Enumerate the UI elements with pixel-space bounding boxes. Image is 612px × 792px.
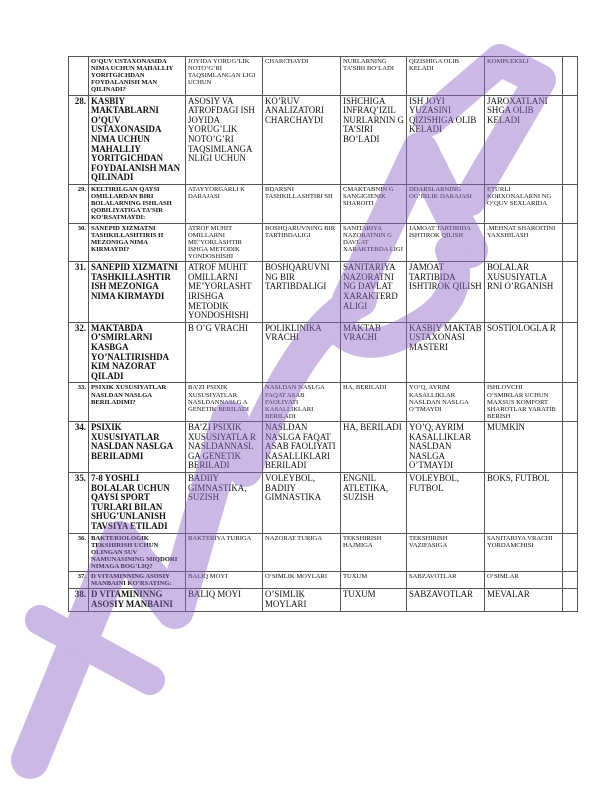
question-number: 28. [69, 95, 89, 184]
answer-b: CHARCHAYDI [263, 57, 341, 96]
table-row [69, 262, 578, 323]
question-number: 33. [69, 383, 89, 422]
table-row [69, 383, 578, 422]
answer-b: KO’RUV ANALIZATORI CHARCHAYDI [263, 95, 341, 184]
question-number: 32. [69, 322, 89, 383]
answer-d: KASBIY MAKTAB USTAXONASI MASTERI [407, 322, 485, 383]
question-number: 29. [69, 185, 89, 224]
answer-a: BAKTERIYA TURIGA [186, 533, 263, 572]
questions-table [68, 56, 578, 612]
answer-d: DDARSLARNING OG‘IRLIK DARAJASI [407, 185, 485, 224]
answer-c: CMAKTABNIN G SANGIGIENIK SHAROITI [341, 185, 407, 224]
empty-cell [563, 322, 578, 383]
answer-a: ATROF MUHIT OMILLARNI ME’YORLASHTIR ISHGA METODIK YONDOSHISHI [186, 223, 263, 262]
answer-c: ENGNIL ATLETIKA, SUZISH [341, 473, 407, 534]
answer-c: ISHCHIGA INFRAQ’IZIL NURLARNIN G TA’SIRI BO’LADI [341, 95, 407, 184]
answer-d: YO’Q, AYRIM KASALLIKLAR NASLDAN NASLGA O’TMAYDI [407, 421, 485, 472]
answer-c: TEKSHIRISH HAJMIGA [341, 533, 407, 572]
question-text: D VITAMININNG ASOSIY MANBAINI [89, 589, 186, 611]
answer-e: BOKS, FUTBOL [485, 473, 563, 534]
empty-cell [563, 185, 578, 224]
question-text: O‘QUV USTAXONASIDA NIMA UCHUN MAHALLIY YORITGICHDAN FOYDALANISH MAN QILINADI? [89, 57, 186, 96]
question-number: 37. [69, 572, 89, 589]
empty-cell [563, 383, 578, 422]
question-number: 36. [69, 533, 89, 572]
answer-e: BOLALAR XUSUSIYATLA RNI O’RGANISH [485, 262, 563, 323]
answer-c: TUXUM [341, 589, 407, 611]
table-row [69, 589, 578, 611]
question-text: SANEPID XIZMATNI TASHKILLASHTIRIS H MEZONIGA NIMA KIRMAYDI? [89, 223, 186, 262]
question-text: D VITAMINNING ASOSIY MANBAINI KO‘RSATING: [89, 572, 186, 589]
answer-a: B O’G VRACHI [186, 322, 263, 383]
answer-c: SANITARIYA NAZORATNI NG DAVLAT XARAKTERD ALIGI [341, 262, 407, 323]
answer-b: VOLEYBOL, BADIIY GIMNASTIKA [263, 473, 341, 534]
answer-a: BALIQ MOYI [186, 572, 263, 589]
empty-cell [563, 262, 578, 323]
answer-a: ATROF MUHIT OMILLARNI ME’YORLASHT IRISHGA METODIK YONDOSHISHI [186, 262, 263, 323]
question-text: MAKTABDA O’SMIRLARNI KASBGA YO’NALTIRISHDA KIM NAZORAT QILADI [89, 322, 186, 383]
answer-b: NASLDAN NASLGA FAQAT ASAB FAOLIYATI KASALLIKLARI BERILADI [263, 421, 341, 472]
question-text: SANEPID XIZMATNI TASHKILLASHTIR ISH MEZONIGA NIMA KIRMAYDI [89, 262, 186, 323]
answer-a: BALIQ MOYI [186, 589, 263, 611]
table-row [69, 572, 578, 589]
question-number: 31. [69, 262, 89, 323]
answer-e: .MEHNAT SHAROITINI YAXSHILASH [485, 223, 563, 262]
answer-b: O‘SIMLIK MOYLARI [263, 572, 341, 589]
question-text: KASBIY MAKTABLARNI O’QUV USTAXONASIDA NIMA UCHUN MAHALLIY YORITGICHDAN FOYDALANISH MAN QILINADI [89, 95, 186, 184]
question-number: 38. [69, 589, 89, 611]
empty-cell [563, 589, 578, 611]
empty-cell [563, 57, 578, 96]
empty-cell [563, 533, 578, 572]
answer-c: TUXUM [341, 572, 407, 589]
question-text: PSIXIK XUSUSIYATLAR NASLDAN NASLGA BERILADIMI? [89, 383, 186, 422]
answer-d: SABZAVOTLAR [407, 589, 485, 611]
table-body [69, 57, 578, 612]
answer-e: MEVALAR [485, 589, 563, 611]
empty-cell [563, 95, 578, 184]
answer-c: HA, BERILADI [341, 383, 407, 422]
answer-a: JOYIDA YORUG‘LIK NOTO‘G‘RI TAQSIMLANGAN LIGI UCHUN [186, 57, 263, 96]
answer-a: ASOSIY VA ATROFDAGI ISH JOYIDA YORUG’LIK NOTO’G’RI TAQSIMLANGA NLIGI UCHUN [186, 95, 263, 184]
answer-a: ATAYYORGARLI K DARAJASI [186, 185, 263, 224]
table-row [69, 57, 578, 96]
answer-b: POLIKLINIKA VRACHI [263, 322, 341, 383]
question-text: 7-8 YOSHLI BOLALAR UCHUN QAYSI SPORT TURLARI BILAN SHUG’UNLANISH TAVSIYA ETILADI [89, 473, 186, 534]
answer-d: YO’Q, AYRIM KASALLIKLAR NASLDAN NASLGA O’TMAYDI [407, 383, 485, 422]
answer-e: JAROXATLANI SHGA OLIB KELADI [485, 95, 563, 184]
answer-d: VOLEYBOL, FUTBOL [407, 473, 485, 534]
answer-b: NAZORAT TURIGA [263, 533, 341, 572]
answer-d: QIZISHIGA OLIB KELADI [407, 57, 485, 96]
table-row [69, 421, 578, 472]
table-row [69, 185, 578, 224]
table-row [69, 95, 578, 184]
answer-b: BOSHQARUVNING BIR TARTIBDALIGI [263, 223, 341, 262]
question-text: KELTIRILGAN QAYSI OMILLARDAN BIRI BOLALARNING ISHLASH QOBILIYATIGA TA’SIR KO‘RSATMAYDI: [89, 185, 186, 224]
answer-b: BOSHQARUVNI NG BIR TARTIBDALIGI [263, 262, 341, 323]
answer-c: HA, BERILADI [341, 421, 407, 472]
question-number [69, 57, 89, 96]
table-row [69, 223, 578, 262]
empty-cell [563, 572, 578, 589]
answer-a: BADIIY GIMNASTIKA, SUZISH [186, 473, 263, 534]
answer-d: JAMOAT TARTIBIDA ISHTIROK QILISH [407, 223, 485, 262]
answer-e: O‘SIMLAR [485, 572, 563, 589]
answer-b: BDARSNI TASHKILLASHTIRI SH [263, 185, 341, 224]
answer-c: MAKTAB VRACHI [341, 322, 407, 383]
answer-d: ISH JOYI YUZASINI QIZISHIGA OLIB KELADI [407, 95, 485, 184]
answer-e: ISHLOVCHI O’SMIRLAR UCHUN MAXSUS KOMFORT SHAROTLAR YARATIB BERISH [485, 383, 563, 422]
answer-e: SOSTIOLOGLA R [485, 322, 563, 383]
answer-c: SANITARIYA NAZORATNIN G DAVLAT XARAKTERDA LIGI [341, 223, 407, 262]
question-number: 35. [69, 473, 89, 534]
answer-e: SANITARIYA VRACHI YORDAMCHISI [485, 533, 563, 572]
answer-a: BA’ZI PSIXIK XUSUSIYATLAR NASLDANNASLG A GENETIK BERILADI [186, 383, 263, 422]
answer-b: O’SIMLIK MOYLARI [263, 589, 341, 611]
answer-c: NURLARNING TA’SIRI BO‘LADI [341, 57, 407, 96]
empty-cell [563, 421, 578, 472]
empty-cell [563, 473, 578, 534]
answer-a: BA’ZI PSIXIK XUSUSIYATLA R NASLDANNASL GA GENETIK BERILADI [186, 421, 263, 472]
table-row [69, 473, 578, 534]
answer-d: JAMOAT TARTIBIDA ISHTIROK QILISH [407, 262, 485, 323]
answer-e: MUMKIN [485, 421, 563, 472]
table-row [69, 533, 578, 572]
watermark-stroke-6 [40, 620, 150, 680]
answer-e: ETURLI KORXONALARNI NG O‘QUV SEXLARIDA [485, 185, 563, 224]
answer-d: SABZAVOTLAR [407, 572, 485, 589]
answer-b: NASLDAN NASLGA FAQAT ASAB FAOLIYATI KASALLIKLARI BERILADI [263, 383, 341, 422]
question-text: PSIXIK XUSUSIYATLAR NASLDAN NASLGA BERILADMI [89, 421, 186, 472]
question-number: 34. [69, 421, 89, 472]
table-row [69, 322, 578, 383]
answer-e: KOMPLEKSLI [485, 57, 563, 96]
answer-d: TEKSHIRISH VAZIFASIGA [407, 533, 485, 572]
question-number: 30. [69, 223, 89, 262]
question-text: BAKTERIOLOGIK TEKSHIRISH UCHUN OLINGAN SUV NAMUNASINING MIQDORI NIMAGA BOG‘LIQ? [89, 533, 186, 572]
empty-cell [563, 223, 578, 262]
